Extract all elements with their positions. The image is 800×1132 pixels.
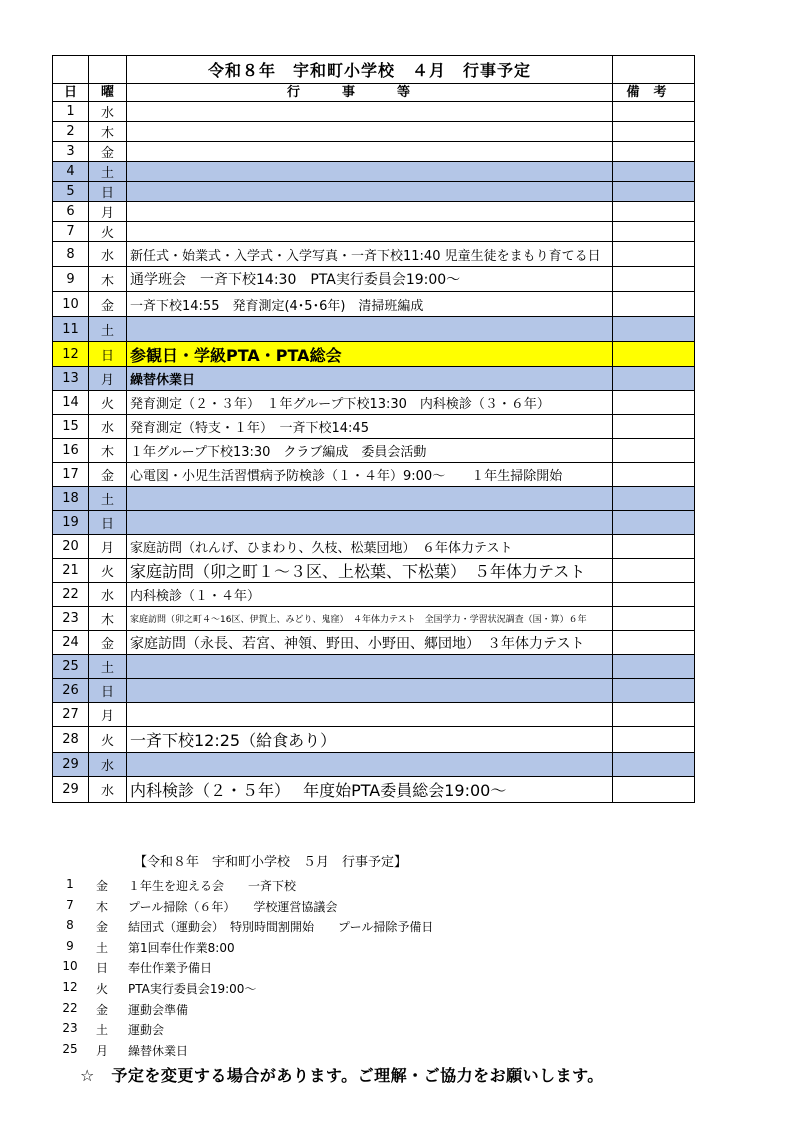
day-cell: 1 [53, 102, 89, 122]
note-cell [613, 631, 695, 655]
weekday-cell: 月 [89, 202, 127, 222]
note-cell [613, 583, 695, 607]
day-cell: 16 [53, 439, 89, 463]
table-row [53, 703, 695, 727]
header-dow: 曜 [89, 84, 127, 102]
notice-text: ☆ 予定を変更する場合があります。ご理解・ご協力をお願いします。 [80, 1066, 604, 1085]
header-notes: 備考 [613, 84, 695, 102]
event-cell [127, 511, 613, 535]
event-cell: 家庭訪問（卯之町１～３区、上松葉、下松葉） ５年体力テスト [127, 559, 613, 583]
header-row [53, 84, 695, 102]
day-cell: 6 [53, 202, 89, 222]
note-cell [613, 463, 695, 487]
event-cell: 一斉下校14:55 発育測定(4･5･6年) 清掃班編成 [127, 292, 613, 317]
april-schedule-table [52, 55, 695, 803]
table-row [53, 679, 695, 703]
day-cell: 28 [53, 727, 89, 753]
note-cell [613, 559, 695, 583]
event-cell [127, 222, 613, 242]
table-row [53, 182, 695, 202]
table-row [53, 607, 695, 631]
day-cell: 9 [53, 267, 89, 292]
may-day: 25 [62, 1041, 78, 1056]
event-cell [127, 122, 613, 142]
table-row [53, 242, 695, 267]
weekday-cell: 水 [89, 242, 127, 267]
event-cell: 家庭訪問（卯之町４～16区、伊賀上、みどり、鬼窪） ４年体力テスト 全国学力・学習状況調査（国・算）６年 [127, 607, 613, 631]
table-row [53, 122, 695, 142]
weekday-cell: 水 [89, 102, 127, 122]
day-cell: 14 [53, 391, 89, 415]
day-cell: 7 [53, 222, 89, 242]
may-day: 23 [62, 1021, 78, 1036]
event-cell: 一斉下校12:25（給食あり） [127, 727, 613, 753]
note-cell [613, 727, 695, 753]
day-cell: 19 [53, 511, 89, 535]
event-cell: 発育測定（２・３年） １年グループ下校13:30 内科検診（３・６年） [127, 391, 613, 415]
weekday-cell: 水 [89, 583, 127, 607]
note-cell [613, 122, 695, 142]
may-weekday: 金 [96, 1002, 109, 1017]
note-cell [613, 487, 695, 511]
may-weekday: 日 [96, 961, 109, 976]
weekday-cell: 火 [89, 559, 127, 583]
weekday-cell: 土 [89, 162, 127, 182]
day-cell: 10 [53, 292, 89, 317]
table-row [53, 367, 695, 391]
table-row [53, 267, 695, 292]
table-row [53, 222, 695, 242]
weekday-cell: 日 [89, 182, 127, 202]
event-cell [127, 142, 613, 162]
may-day: 7 [66, 897, 74, 912]
note-cell [613, 391, 695, 415]
event-cell [127, 102, 613, 122]
may-day: 12 [62, 980, 78, 994]
table-row [53, 631, 695, 655]
weekday-cell: 月 [89, 367, 127, 391]
event-cell [127, 202, 613, 222]
table-row [53, 535, 695, 559]
weekday-cell: 木 [89, 439, 127, 463]
day-cell: 20 [53, 535, 89, 559]
weekday-cell: 月 [89, 703, 127, 727]
table-row [53, 727, 695, 753]
note-cell [613, 439, 695, 463]
page-title: 令和８年 宇和町小学校 ４月 行事予定 [127, 56, 613, 84]
note-cell [613, 267, 695, 292]
table-row [53, 415, 695, 439]
note-cell [613, 342, 695, 367]
note-cell [613, 607, 695, 631]
day-cell: 24 [53, 631, 89, 655]
day-cell: 4 [53, 162, 89, 182]
weekday-cell: 日 [89, 511, 127, 535]
table-row [53, 583, 695, 607]
event-cell [127, 753, 613, 777]
event-cell: 参観日・学級PTA・PTA総会 [127, 342, 613, 367]
day-cell: 15 [53, 415, 89, 439]
event-cell [127, 703, 613, 727]
may-weekday: 土 [96, 1023, 109, 1038]
table-row [53, 292, 695, 317]
table-row [53, 487, 695, 511]
table-row [53, 753, 695, 777]
table-row [53, 162, 695, 182]
day-cell: 8 [53, 242, 89, 267]
note-cell [613, 222, 695, 242]
schedule-body [53, 56, 695, 803]
weekday-cell: 土 [89, 317, 127, 342]
weekday-cell: 土 [89, 487, 127, 511]
day-cell: 18 [53, 487, 89, 511]
event-cell [127, 655, 613, 679]
event-cell: 通学班会 一斉下校14:30 PTA実行委員会19:00～ [127, 267, 613, 292]
weekday-cell: 水 [89, 415, 127, 439]
table-row [53, 102, 695, 122]
day-cell: 29 [53, 753, 89, 777]
event-cell: １年グループ下校13:30 クラブ編成 委員会活動 [127, 439, 613, 463]
event-cell: 内科検診（１・４年） [127, 583, 613, 607]
may-event: １年生を迎える会 一斉下校 [128, 879, 297, 893]
event-cell: 繰替休業日 [127, 367, 613, 391]
weekday-cell: 水 [89, 777, 127, 803]
may-weekday: 木 [96, 899, 109, 914]
weekday-cell: 日 [89, 342, 127, 367]
table-row [53, 439, 695, 463]
may-weekday: 金 [96, 879, 109, 893]
table-row [53, 391, 695, 415]
note-cell [613, 777, 695, 803]
note-cell [613, 182, 695, 202]
weekday-cell: 金 [89, 463, 127, 487]
note-cell [613, 142, 695, 162]
table-row [53, 655, 695, 679]
day-cell: 21 [53, 559, 89, 583]
weekday-cell: 金 [89, 631, 127, 655]
event-cell [127, 487, 613, 511]
note-cell [613, 242, 695, 267]
may-event: プール掃除（６年） 学校運営協議会 [128, 899, 338, 914]
table-row [53, 142, 695, 162]
header-events: 行事等 [127, 84, 613, 102]
note-cell [613, 102, 695, 122]
weekday-cell: 金 [89, 292, 127, 317]
weekday-cell: 火 [89, 222, 127, 242]
note-cell [613, 679, 695, 703]
note-cell [613, 703, 695, 727]
event-cell: 内科検診（２・５年） 年度始PTA委員総会19:00～ [127, 777, 613, 803]
may-weekday: 土 [96, 940, 109, 955]
weekday-cell: 金 [89, 142, 127, 162]
title-row [53, 56, 695, 84]
note-cell [613, 511, 695, 535]
event-cell: 家庭訪問（れんげ、ひまわり、久枝、松葉団地） ６年体力テスト [127, 535, 613, 559]
table-row [53, 559, 695, 583]
may-event: 運動会準備 [128, 1002, 189, 1017]
table-row [53, 511, 695, 535]
event-cell [127, 182, 613, 202]
day-cell: 29 [53, 777, 89, 803]
may-event: 繰替休業日 [128, 1043, 189, 1058]
may-day: 9 [66, 938, 74, 953]
may-weekday: 月 [96, 1043, 109, 1058]
may-day: 10 [62, 959, 78, 974]
may-title: 【令和８年 宇和町小学校 ５月 行事予定】 [134, 855, 408, 870]
day-cell: 3 [53, 142, 89, 162]
weekday-cell: 木 [89, 607, 127, 631]
may-weekday: 金 [96, 920, 109, 935]
weekday-cell: 日 [89, 679, 127, 703]
day-cell: 12 [53, 342, 89, 367]
day-cell: 22 [53, 583, 89, 607]
note-cell [613, 753, 695, 777]
may-event: 第1回奉仕作業8:00 [128, 940, 235, 955]
may-event: 奉仕作業予備日 [128, 961, 213, 976]
table-row [53, 463, 695, 487]
note-cell [613, 415, 695, 439]
day-cell: 11 [53, 317, 89, 342]
table-row [53, 777, 695, 803]
day-cell: 5 [53, 182, 89, 202]
day-cell: 23 [53, 607, 89, 631]
event-cell [127, 679, 613, 703]
note-cell [613, 655, 695, 679]
day-cell: 2 [53, 122, 89, 142]
weekday-cell: 火 [89, 391, 127, 415]
table-row [53, 342, 695, 367]
note-cell [613, 202, 695, 222]
may-event: PTA実行委員会19:00～ [128, 982, 257, 996]
note-cell [613, 292, 695, 317]
may-weekday: 火 [96, 982, 109, 996]
event-cell: 発育測定（特支・１年） 一斉下校14:45 [127, 415, 613, 439]
day-cell: 25 [53, 655, 89, 679]
may-day: 22 [62, 1000, 78, 1015]
may-day: 8 [66, 918, 74, 933]
note-cell [613, 317, 695, 342]
event-cell: 新任式・始業式・入学式・入学写真・一斉下校11:40 児童生徒をまもり育てる日 [127, 242, 613, 267]
note-cell [613, 535, 695, 559]
event-cell [127, 317, 613, 342]
weekday-cell: 木 [89, 122, 127, 142]
weekday-cell: 火 [89, 727, 127, 753]
weekday-cell: 土 [89, 655, 127, 679]
weekday-cell: 水 [89, 753, 127, 777]
header-day: 日 [53, 84, 89, 102]
table-row [53, 202, 695, 222]
table-row [53, 317, 695, 342]
day-cell: 17 [53, 463, 89, 487]
event-cell: 家庭訪問（永長、若宮、神領、野田、小野田、郷団地） ３年体力テスト [127, 631, 613, 655]
note-cell [613, 162, 695, 182]
event-cell: 心電図・小児生活習慣病予防検診（１・４年）9:00～ １年生掃除開始 [127, 463, 613, 487]
day-cell: 27 [53, 703, 89, 727]
may-day: 1 [66, 877, 74, 891]
may-event: 運動会 [128, 1023, 165, 1038]
weekday-cell: 木 [89, 267, 127, 292]
day-cell: 26 [53, 679, 89, 703]
event-cell [127, 162, 613, 182]
may-event: 結団式（運動会） 特別時間割開始 プール掃除予備日 [128, 920, 434, 935]
day-cell: 13 [53, 367, 89, 391]
weekday-cell: 月 [89, 535, 127, 559]
note-cell [613, 367, 695, 391]
